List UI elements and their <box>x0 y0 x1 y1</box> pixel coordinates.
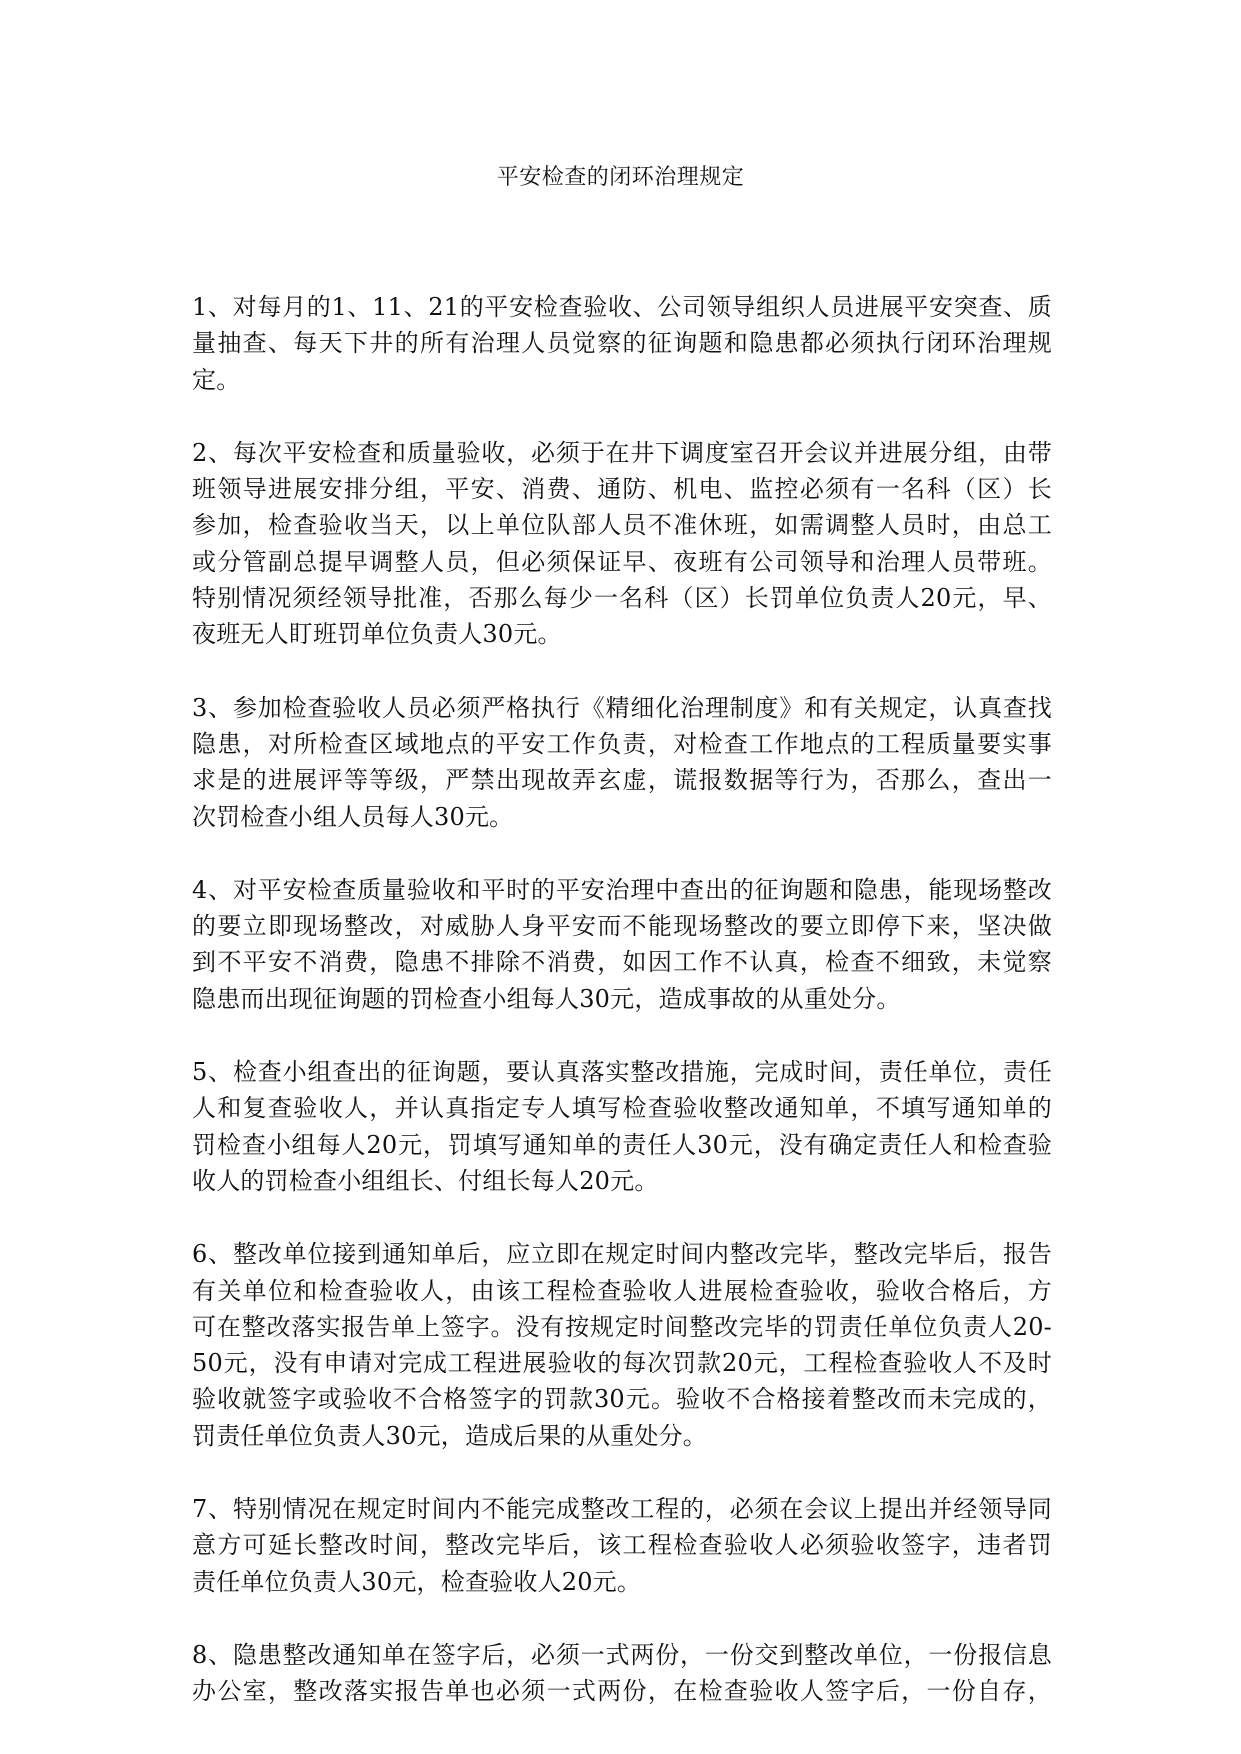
paragraph-line: 意方可延长整改时间，整改完毕后，该工程检查验收人必须验收签字，违者罚 <box>192 1531 1052 1560</box>
paragraph-line: 2、每次平安检查和质量验收，必须于在井下调度室召开会议并进展分组，由带 <box>192 438 1052 467</box>
paragraph-line: 验收就签字或验收不合格签字的罚款30元。验收不合格接着整改而未完成的， <box>192 1385 1052 1414</box>
paragraph-line: 夜班无人盯班罚单位负责人30元。 <box>192 620 562 649</box>
paragraph-line: 定。 <box>192 365 241 394</box>
paragraph-line: 50元，没有申请对完成工程进展验收的每次罚款20元，工程检查验收人不及时 <box>192 1349 1052 1378</box>
paragraph-line: 8、隐患整改通知单在签字后，必须一式两份，一份交到整改单位，一份报信息 <box>192 1640 1052 1669</box>
paragraph-line: 特别情况须经领导批准，否那么每少一名科（区）长罚单位负责人20元，早、 <box>192 584 1052 613</box>
paragraph-7 <box>192 1491 1052 1600</box>
paragraph-line: 隐患而出现征询题的罚检查小组每人30元，造成事故的从重处分。 <box>192 984 901 1013</box>
paragraph-line: 收人的罚检查小组组长、付组长每人20元。 <box>192 1166 659 1195</box>
paragraph-line: 隐患，对所检查区域地点的平安工作负责，对检查工作地点的工程质量要实事 <box>192 729 1052 758</box>
paragraph-line: 求是的进展评等等级，严禁出现故弄玄虚，谎报数据等行为，否那么，查出一 <box>192 766 1052 795</box>
document-title: 平安检查的闭环治理规定 <box>496 165 745 190</box>
paragraph-line: 1、对每月的1、11、21的平安检查验收、公司领导组织人员进展平安突查、质 <box>192 293 1052 321</box>
paragraph-line: 6、整改单位接到通知单后，应立即在规定时间内整改完毕，整改完毕后，报告 <box>192 1240 1052 1269</box>
paragraph-line: 4、对平安检查质量验收和平时的平安治理中查出的征询题和隐患，能现场整改 <box>192 875 1052 904</box>
paragraph-line: 可在整改落实报告单上签字。没有按规定时间整改完毕的罚责任单位负责人20- <box>192 1312 1052 1341</box>
paragraph-line: 次罚检查小组人员每人30元。 <box>192 802 514 831</box>
paragraph-line: 或分管副总提早调整人员，但必须保证早、夜班有公司领导和治理人员带班。 <box>192 547 1052 576</box>
paragraph-2 <box>192 435 1052 653</box>
paragraph-line: 人和复查验收人，并认真指定专人填写检查验收整改通知单，不填写通知单的 <box>192 1094 1052 1123</box>
paragraph-8 <box>192 1637 1052 1710</box>
paragraph-line: 有关单位和检查验收人，由该工程检查验收人进展检查验收，验收合格后，方 <box>192 1276 1052 1305</box>
paragraph-line: 办公室，整改落实报告单也必须一式两份，在检查验收人签字后，一份自存， <box>192 1677 1052 1706</box>
paragraph-line: 5、检查小组查出的征询题，要认真落实整改措施，完成时间，责任单位，责任 <box>192 1058 1052 1087</box>
paragraph-line: 罚责任单位负责人30元，造成后果的从重处分。 <box>192 1421 707 1450</box>
document-body <box>192 289 1052 1747</box>
paragraph-line: 量抽查、每天下井的所有治理人员觉察的征询题和隐患都必须执行闭环治理规 <box>192 329 1052 358</box>
paragraph-line: 的要立即现场整改，对威胁人身平安而不能现场整改的要立即停下来，坚决做 <box>192 912 1052 941</box>
paragraph-line: 到不平安不消费，隐患不排除不消费，如因工作不认真，检查不细致，未觉察 <box>192 948 1052 977</box>
paragraph-line: 班领导进展安排分组，平安、消费、通防、机电、监控必须有一名科（区）长 <box>192 475 1052 504</box>
paragraph-4 <box>192 872 1052 1017</box>
paragraph-line: 参加，检查验收当天，以上单位队部人员不准休班，如需调整人员时，由总工 <box>192 511 1052 540</box>
paragraph-line: 责任单位负责人30元，检查验收人20元。 <box>192 1567 642 1596</box>
paragraph-line: 3、参加检查验收人员必须严格执行《精细化治理制度》和有关规定，认真查找 <box>192 693 1052 722</box>
paragraph-5 <box>192 1054 1052 1199</box>
paragraph-line: 罚检查小组每人20元，罚填写通知单的责任人30元，没有确定责任人和检查验 <box>192 1130 1052 1159</box>
paragraph-6 <box>192 1236 1052 1454</box>
paragraph-3 <box>192 690 1052 835</box>
paragraph-line: 7、特别情况在规定时间内不能完成整改工程的，必须在会议上提出并经领导同 <box>192 1495 1052 1524</box>
paragraph-1 <box>192 289 1052 398</box>
